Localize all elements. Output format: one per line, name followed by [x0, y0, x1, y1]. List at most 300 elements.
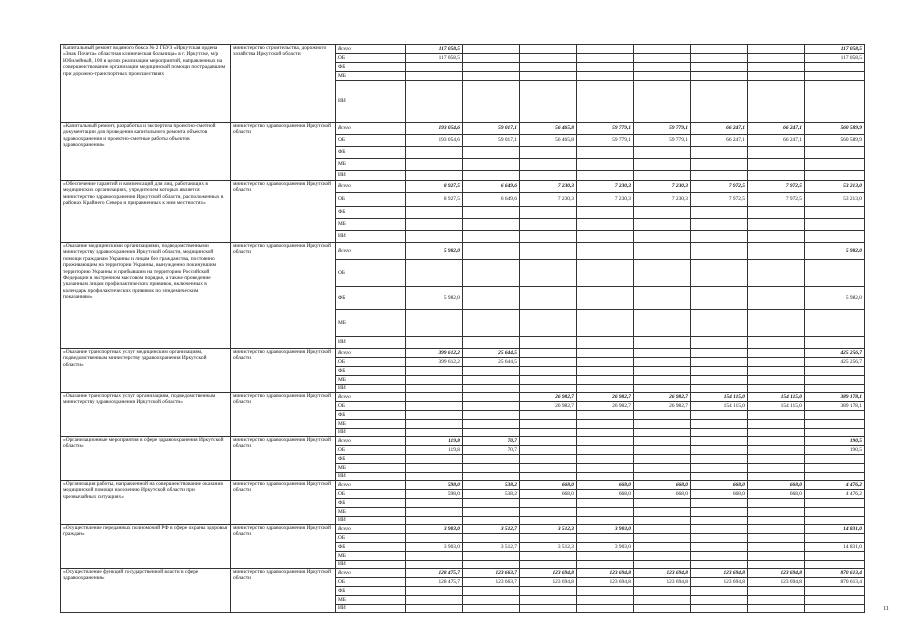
- funding-source-label: ФБ: [336, 455, 406, 464]
- value-cell: 399 612,2: [406, 349, 463, 358]
- value-cell: [634, 367, 691, 376]
- value-cell: [748, 534, 805, 543]
- value-cell: [748, 552, 805, 561]
- value-cell: 123 694,8: [748, 569, 805, 578]
- value-cell: [577, 219, 634, 231]
- value-cell: 668,0: [577, 481, 634, 490]
- value-cell: [748, 420, 805, 429]
- value-cell: [463, 337, 520, 349]
- responsible-org: министерство здравоохранения Иркутской области: [231, 481, 336, 525]
- value-cell: 26 982,7: [634, 402, 691, 411]
- value-cell: [406, 534, 463, 543]
- value-cell: [577, 287, 634, 310]
- value-cell: [406, 72, 463, 81]
- value-cell: [520, 81, 577, 123]
- total-cell: 870 613,4: [805, 569, 865, 578]
- value-cell: [748, 376, 805, 385]
- value-cell: [577, 231, 634, 243]
- value-cell: [691, 429, 748, 437]
- value-cell: [748, 219, 805, 231]
- value-cell: [520, 207, 577, 219]
- value-cell: 7 972,5: [748, 193, 805, 207]
- measure-name: «Оказание транспортных услуг медицинским организациям, подведомственным министерству здравоохранения Иркутской области»: [61, 349, 231, 393]
- value-cell: [463, 287, 520, 310]
- value-cell: 154 115,0: [691, 402, 748, 411]
- value-cell: [406, 508, 463, 517]
- value-cell: [634, 561, 691, 569]
- value-cell: [463, 54, 520, 63]
- value-cell: [691, 499, 748, 508]
- funding-source-label: ОБ: [336, 534, 406, 543]
- value-cell: [577, 534, 634, 543]
- value-cell: [463, 63, 520, 72]
- value-cell: 7 230,3: [577, 193, 634, 207]
- value-cell: 668,0: [748, 481, 805, 490]
- value-cell: 66 247,1: [748, 123, 805, 135]
- value-cell: [463, 219, 520, 231]
- value-cell: 59 779,1: [577, 135, 634, 147]
- value-cell: [520, 499, 577, 508]
- funding-source-label: ИИ: [336, 473, 406, 481]
- total-cell: [805, 171, 865, 181]
- total-cell: [805, 63, 865, 72]
- value-cell: [634, 159, 691, 171]
- value-cell: [577, 596, 634, 605]
- value-cell: 154 115,0: [748, 393, 805, 402]
- value-cell: [691, 219, 748, 231]
- funding-source-label: ИИ: [336, 171, 406, 181]
- value-cell: [520, 596, 577, 605]
- value-cell: [634, 543, 691, 552]
- value-cell: 8 927,5: [406, 193, 463, 207]
- value-cell: [748, 147, 805, 159]
- funding-source-label: ОБ: [336, 54, 406, 63]
- value-cell: [463, 534, 520, 543]
- value-cell: [748, 473, 805, 481]
- value-cell: [577, 81, 634, 123]
- value-cell: 66 247,1: [748, 135, 805, 147]
- value-cell: [577, 499, 634, 508]
- value-cell: [520, 420, 577, 429]
- value-cell: [748, 437, 805, 446]
- value-cell: [634, 376, 691, 385]
- value-cell: [463, 81, 520, 123]
- value-cell: 3 903,0: [406, 543, 463, 552]
- value-cell: [520, 231, 577, 243]
- responsible-org: министерство здравоохранения Иркутской области: [231, 181, 336, 243]
- funding-source-label: МБ: [336, 464, 406, 473]
- value-cell: [577, 605, 634, 613]
- value-cell: [406, 310, 463, 337]
- funding-source-label: ФБ: [336, 63, 406, 72]
- value-cell: [748, 54, 805, 63]
- value-cell: [577, 385, 634, 393]
- value-cell: [520, 446, 577, 455]
- value-cell: [463, 552, 520, 561]
- funding-source-label: ФБ: [336, 499, 406, 508]
- value-cell: [406, 385, 463, 393]
- value-cell: [406, 147, 463, 159]
- total-cell: 190,5: [805, 446, 865, 455]
- value-cell: [520, 72, 577, 81]
- value-cell: [577, 455, 634, 464]
- value-cell: [577, 376, 634, 385]
- value-cell: 668,0: [520, 490, 577, 499]
- value-cell: [520, 367, 577, 376]
- value-cell: [577, 243, 634, 260]
- funding-source-label: ФБ: [336, 411, 406, 420]
- value-cell: [520, 464, 577, 473]
- funding-source-label: МБ: [336, 219, 406, 231]
- total-cell: 425 256,7: [805, 358, 865, 367]
- value-cell: [577, 517, 634, 525]
- value-cell: [691, 437, 748, 446]
- value-cell: [748, 543, 805, 552]
- value-cell: [691, 385, 748, 393]
- measure-name: «Осуществление функций государственной власти в сфере здравоохранения»: [61, 569, 231, 613]
- value-cell: 123 663,7: [463, 569, 520, 578]
- value-cell: [634, 587, 691, 596]
- funding-source-label: ОБ: [336, 402, 406, 411]
- funding-source-label: МБ: [336, 508, 406, 517]
- value-cell: 668,0: [577, 490, 634, 499]
- value-cell: 7 972,5: [691, 193, 748, 207]
- value-cell: [463, 587, 520, 596]
- total-cell: [805, 411, 865, 420]
- value-cell: [634, 446, 691, 455]
- value-cell: 538,2: [463, 490, 520, 499]
- value-cell: 5 982,0: [406, 287, 463, 310]
- total-cell: 14 831,0: [805, 525, 865, 534]
- value-cell: [634, 429, 691, 437]
- value-cell: [577, 473, 634, 481]
- funding-source-label: ФБ: [336, 367, 406, 376]
- value-cell: 59 779,1: [634, 123, 691, 135]
- total-cell: [805, 310, 865, 337]
- value-cell: [634, 517, 691, 525]
- value-cell: [691, 446, 748, 455]
- value-cell: [691, 525, 748, 534]
- value-cell: [520, 337, 577, 349]
- value-cell: [691, 508, 748, 517]
- total-cell: 560 589,9: [805, 135, 865, 147]
- value-cell: [406, 337, 463, 349]
- measure-name: «Осуществление переданных полномочий РФ в сфере охраны здоровья граждан»: [61, 525, 231, 569]
- value-cell: 123 694,8: [577, 578, 634, 587]
- total-cell: [805, 420, 865, 429]
- value-cell: [634, 437, 691, 446]
- total-cell: [805, 219, 865, 231]
- value-cell: [463, 147, 520, 159]
- value-cell: 25 644,5: [463, 358, 520, 367]
- value-cell: [691, 543, 748, 552]
- responsible-org: министерство здравоохранения Иркутской области: [231, 525, 336, 569]
- value-cell: 128 475,7: [406, 578, 463, 587]
- value-cell: 7 230,3: [634, 181, 691, 193]
- value-cell: 154 115,0: [691, 393, 748, 402]
- value-cell: 70,7: [463, 446, 520, 455]
- value-cell: [691, 45, 748, 54]
- value-cell: 598,0: [406, 481, 463, 490]
- value-cell: [748, 72, 805, 81]
- value-cell: [634, 385, 691, 393]
- value-cell: [691, 231, 748, 243]
- measure-name: «Организационные мероприятия в сфере здравоохранения Иркутской области»: [61, 437, 231, 481]
- value-cell: 59 017,1: [463, 123, 520, 135]
- value-cell: [520, 429, 577, 437]
- value-cell: [520, 159, 577, 171]
- value-cell: 6 649,6: [463, 193, 520, 207]
- value-cell: [748, 517, 805, 525]
- value-cell: [520, 349, 577, 358]
- value-cell: [577, 171, 634, 181]
- value-cell: [691, 147, 748, 159]
- value-cell: [691, 72, 748, 81]
- value-cell: [634, 534, 691, 543]
- value-cell: [463, 429, 520, 437]
- value-cell: 3 903,0: [577, 543, 634, 552]
- value-cell: [463, 499, 520, 508]
- funding-source-label: МБ: [336, 72, 406, 81]
- funding-source-label: ИИ: [336, 337, 406, 349]
- total-cell: 870 613,4: [805, 578, 865, 587]
- value-cell: [406, 455, 463, 464]
- value-cell: [691, 367, 748, 376]
- value-cell: [463, 402, 520, 411]
- value-cell: [748, 243, 805, 260]
- total-cell: 560 589,9: [805, 123, 865, 135]
- value-cell: [406, 231, 463, 243]
- value-cell: [577, 54, 634, 63]
- total-cell: [805, 429, 865, 437]
- value-cell: [748, 171, 805, 181]
- funding-source-label: МБ: [336, 376, 406, 385]
- value-cell: [577, 429, 634, 437]
- value-cell: 123 694,8: [520, 578, 577, 587]
- value-cell: 3 512,3: [520, 543, 577, 552]
- value-cell: 7 230,3: [520, 193, 577, 207]
- value-cell: [748, 260, 805, 287]
- value-cell: 6 649,6: [463, 181, 520, 193]
- value-cell: [748, 499, 805, 508]
- value-cell: [463, 561, 520, 569]
- value-cell: [520, 605, 577, 613]
- value-cell: [634, 72, 691, 81]
- value-cell: [691, 171, 748, 181]
- value-cell: [634, 147, 691, 159]
- total-cell: [805, 517, 865, 525]
- value-cell: [406, 159, 463, 171]
- value-cell: [520, 473, 577, 481]
- value-cell: [406, 411, 463, 420]
- value-cell: [463, 310, 520, 337]
- funding-source-label: ИИ: [336, 81, 406, 123]
- value-cell: [463, 596, 520, 605]
- value-cell: 25 644,5: [463, 349, 520, 358]
- value-cell: 538,2: [463, 481, 520, 490]
- value-cell: [406, 402, 463, 411]
- value-cell: [748, 446, 805, 455]
- total-cell: 14 831,0: [805, 543, 865, 552]
- value-cell: [691, 587, 748, 596]
- funding-source-label: ОБ: [336, 260, 406, 287]
- responsible-org: министерство здравоохранения Иркутской области: [231, 123, 336, 181]
- value-cell: [634, 63, 691, 72]
- responsible-org: министерство строительства, дорожного хозяйства Иркутской области: [231, 45, 336, 123]
- value-cell: [520, 587, 577, 596]
- value-cell: [634, 596, 691, 605]
- total-cell: [805, 367, 865, 376]
- value-cell: [520, 534, 577, 543]
- value-cell: [634, 207, 691, 219]
- value-cell: 668,0: [634, 490, 691, 499]
- funding-source-label: Всего: [336, 349, 406, 358]
- total-cell: [805, 376, 865, 385]
- value-cell: [463, 367, 520, 376]
- value-cell: 668,0: [520, 481, 577, 490]
- value-cell: [634, 508, 691, 517]
- funding-source-label: ФБ: [336, 587, 406, 596]
- total-cell: [805, 534, 865, 543]
- value-cell: [691, 310, 748, 337]
- funding-source-label: Всего: [336, 481, 406, 490]
- value-cell: [691, 159, 748, 171]
- value-cell: [748, 561, 805, 569]
- value-cell: [748, 207, 805, 219]
- value-cell: [748, 358, 805, 367]
- value-cell: 3 903,0: [577, 525, 634, 534]
- value-cell: [406, 596, 463, 605]
- value-cell: 117 058,5: [406, 45, 463, 54]
- funding-source-label: ИИ: [336, 605, 406, 613]
- row-total: [61, 437, 865, 446]
- value-cell: [691, 243, 748, 260]
- value-cell: [691, 464, 748, 473]
- value-cell: 668,0: [634, 481, 691, 490]
- value-cell: [463, 605, 520, 613]
- value-cell: [406, 499, 463, 508]
- value-cell: [406, 552, 463, 561]
- value-cell: [463, 517, 520, 525]
- value-cell: [577, 72, 634, 81]
- responsible-org: министерство здравоохранения Иркутской области: [231, 349, 336, 393]
- value-cell: [577, 45, 634, 54]
- funding-source-label: Всего: [336, 181, 406, 193]
- value-cell: 123 694,8: [634, 578, 691, 587]
- value-cell: [463, 207, 520, 219]
- value-cell: [691, 420, 748, 429]
- value-cell: [463, 231, 520, 243]
- value-cell: 123 694,8: [577, 569, 634, 578]
- value-cell: 123 694,8: [691, 578, 748, 587]
- value-cell: [463, 473, 520, 481]
- value-cell: [520, 508, 577, 517]
- value-cell: [748, 525, 805, 534]
- funding-source-label: Всего: [336, 569, 406, 578]
- value-cell: [748, 287, 805, 310]
- value-cell: [748, 605, 805, 613]
- value-cell: [577, 561, 634, 569]
- row-total: [61, 393, 865, 402]
- measure-name: «Обеспечение гарантий и компенсаций для лиц, работающих в медицинских организациях, учредителем которых является министерство здравоохранения Иркутской области, расположенных в районах Крайнего Севера и приравненных к ним местностях»: [61, 181, 231, 243]
- value-cell: [520, 147, 577, 159]
- total-cell: [805, 464, 865, 473]
- value-cell: 123 694,8: [691, 569, 748, 578]
- value-cell: [520, 171, 577, 181]
- value-cell: 70,7: [463, 437, 520, 446]
- total-cell: [805, 147, 865, 159]
- value-cell: [520, 552, 577, 561]
- value-cell: [463, 455, 520, 464]
- value-cell: [577, 464, 634, 473]
- funding-source-label: ФБ: [336, 147, 406, 159]
- value-cell: [691, 54, 748, 63]
- value-cell: [691, 337, 748, 349]
- value-cell: [577, 411, 634, 420]
- budget-table: [60, 44, 865, 613]
- value-cell: [634, 358, 691, 367]
- funding-source-label: Всего: [336, 393, 406, 402]
- row-total: [61, 525, 865, 534]
- value-cell: [520, 411, 577, 420]
- total-cell: 117 058,5: [805, 54, 865, 63]
- row-total: [61, 569, 865, 578]
- value-cell: [577, 63, 634, 72]
- value-cell: [520, 455, 577, 464]
- value-cell: [748, 429, 805, 437]
- value-cell: [463, 464, 520, 473]
- value-cell: [406, 367, 463, 376]
- value-cell: [634, 45, 691, 54]
- value-cell: [691, 207, 748, 219]
- value-cell: [577, 349, 634, 358]
- value-cell: [634, 243, 691, 260]
- value-cell: [634, 552, 691, 561]
- value-cell: [520, 561, 577, 569]
- value-cell: [634, 455, 691, 464]
- value-cell: 7 972,5: [691, 181, 748, 193]
- value-cell: [691, 534, 748, 543]
- value-cell: [406, 517, 463, 525]
- value-cell: 8 927,5: [406, 181, 463, 193]
- value-cell: [577, 437, 634, 446]
- value-cell: [406, 429, 463, 437]
- value-cell: [634, 337, 691, 349]
- total-cell: [805, 260, 865, 287]
- value-cell: 26 982,7: [577, 393, 634, 402]
- total-cell: [805, 587, 865, 596]
- value-cell: [463, 385, 520, 393]
- row-total: [61, 181, 865, 193]
- value-cell: [748, 464, 805, 473]
- value-cell: [748, 231, 805, 243]
- value-cell: [463, 171, 520, 181]
- value-cell: [406, 171, 463, 181]
- value-cell: [748, 411, 805, 420]
- funding-source-label: Всего: [336, 123, 406, 135]
- value-cell: [520, 287, 577, 310]
- value-cell: [634, 420, 691, 429]
- funding-source-label: МБ: [336, 310, 406, 337]
- value-cell: [463, 508, 520, 517]
- value-cell: [520, 63, 577, 72]
- value-cell: 117 058,5: [406, 54, 463, 63]
- funding-source-label: Всего: [336, 525, 406, 534]
- value-cell: [520, 517, 577, 525]
- funding-source-label: ОБ: [336, 358, 406, 367]
- value-cell: [520, 358, 577, 367]
- value-cell: [577, 159, 634, 171]
